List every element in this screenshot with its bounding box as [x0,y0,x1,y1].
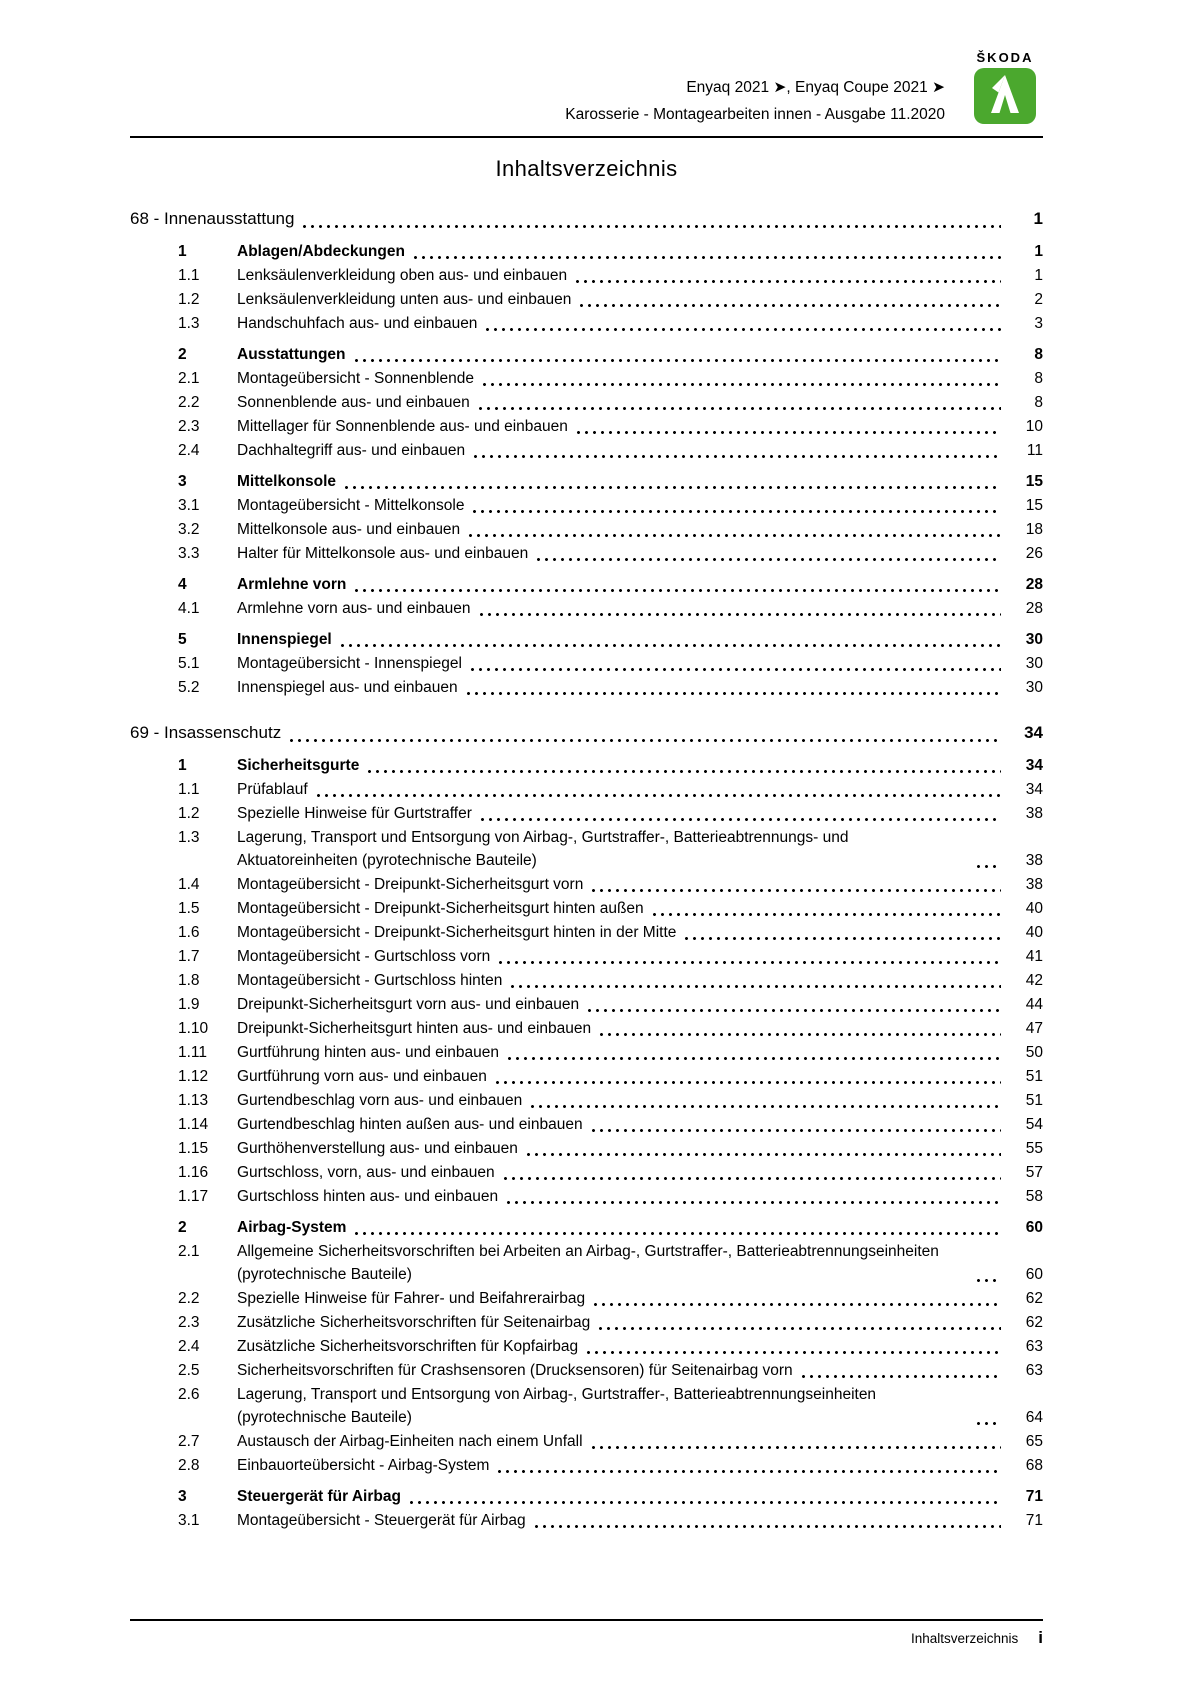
toc-row-section [130,1216,1043,1239]
dotted-leader [508,1057,1001,1060]
toc-entry-title: Spezielle Hinweise für Fahrer- und Beifahrerairbag [237,1290,586,1307]
toc-row-sub [130,439,1043,462]
toc-row-section [130,628,1043,651]
toc-entry-page-number: 15 [1025,473,1043,490]
toc-entry-title: Montageübersicht - Sonnenblende [237,370,474,387]
toc-row-chapter [130,206,1043,232]
toc-row-section [130,470,1043,493]
toc-entry-number: 2 [178,346,187,363]
toc-row-sub [130,1113,1043,1136]
toc-row-sub [130,897,1043,920]
dotted-leader [481,818,1001,821]
dotted-leader [414,256,1001,259]
toc-entry-page-number: 38 [1025,876,1043,893]
toc-entry-number: 1.5 [178,900,200,917]
dotted-leader [480,613,1001,616]
dotted-leader [587,1351,1001,1354]
dotted-leader [507,1201,1001,1204]
toc-entry-title: 68 - Innenausstattung [130,209,295,228]
dotted-leader [479,407,1001,410]
toc-entry-title: Allgemeine Sicherheitsvorschriften bei Arbeiten an Airbag-, Gurtstraffer-, Batterieabtrennungseinheiten (pyrotechnische Bauteile) [237,1243,939,1283]
toc-entry-number: 2.2 [178,1290,200,1307]
dotted-leader [496,1081,1001,1084]
toc-entry-page-number: 54 [1025,1116,1043,1133]
toc-row-section [130,240,1043,263]
toc-entry-title: Lagerung, Transport und Entsorgung von Airbag-, Gurtstraffer-, Batterieabtrennungseinheiten (pyrotechnische Bauteile) [237,1386,877,1426]
toc-row-sub [130,676,1043,699]
dotted-leader [504,1177,1001,1180]
toc-entry-number: 3.2 [178,521,200,538]
toc-entry-title: Prüfablauf [237,781,308,798]
toc-entry-title: Dreipunkt-Sicherheitsgurt vorn aus- und einbauen [237,996,580,1013]
toc-entry-title: Sicherheitsgurte [237,757,360,774]
toc-row-sub [130,1454,1043,1477]
toc-entry-number: 2.7 [178,1433,200,1450]
toc-row-sub [130,1041,1043,1064]
toc-entry-number: 4.1 [178,600,200,617]
dotted-leader [355,1232,1001,1235]
toc-entry-title: Dreipunkt-Sicherheitsgurt hinten aus- und einbauen [237,1020,592,1037]
brand-block [967,50,1043,125]
dotted-leader [345,486,1001,489]
toc-entry-title: Einbauorteübersicht - Airbag-System [237,1457,490,1474]
dotted-leader [537,558,1001,561]
toc-entry-title: Montageübersicht - Mittelkonsole [237,497,465,514]
toc-row-sub [130,826,1043,872]
toc-entry-number: 1.13 [178,1092,209,1109]
toc-row-sub [130,802,1043,825]
toc-entry-page-number: 58 [1025,1188,1043,1205]
dotted-leader [467,692,1001,695]
toc-entry-number: 3.1 [178,497,200,514]
dotted-leader [317,794,1001,797]
dotted-leader [685,937,1001,940]
toc-entry-number: 1 [178,757,187,774]
toc-entry-number: 2.3 [178,1314,200,1331]
toc-row-sub [130,391,1043,414]
toc-entry-number: 1.11 [178,1044,208,1061]
toc-entry-page-number: 44 [1025,996,1043,1013]
toc-entry-page-number: 28 [1025,600,1043,617]
toc-row-sub [130,415,1043,438]
skoda-logo-icon [967,67,1043,125]
toc-entry-page-number: 51 [1025,1068,1043,1085]
toc-entry-page-number: 30 [1025,679,1043,696]
toc-entry-page-number: 63 [1025,1338,1043,1355]
page-footer [130,1619,1043,1648]
dotted-leader [535,1525,1001,1528]
toc-entry-page-number: 71 [1025,1488,1043,1505]
toc-entry-number: 3.3 [178,545,200,562]
toc-row-sub [130,1240,1043,1286]
toc-entry-page-number: 64 [1025,1409,1043,1426]
toc-entry-title: Gurtendbeschlag hinten außen aus- und einbauen [237,1116,583,1133]
dotted-leader [355,589,1001,592]
dotted-leader [599,1327,1001,1330]
toc-row-sub [130,778,1043,801]
toc-row-sub [130,873,1043,896]
toc-entry-number: 3 [178,473,187,490]
dotted-leader [653,913,1001,916]
toc-row-section [130,754,1043,777]
toc-entry-page-number: 63 [1025,1362,1043,1379]
toc-entry-page-number: 38 [1025,805,1043,822]
dotted-leader [368,770,1001,773]
toc-row-sub [130,969,1043,992]
toc-row-chapter [130,720,1043,746]
toc-entry-title: Lagerung, Transport und Entsorgung von Airbag-, Gurtstraffer-, Batterieabtrennungs- und Aktuatoreinheiten (pyrotechnische Bauteile) [237,829,849,869]
toc-entry-number: 2.3 [178,418,200,435]
toc-row-sub [130,312,1043,335]
toc-entry-number: 1.12 [178,1068,209,1085]
toc-entry-page-number: 34 [1025,781,1043,798]
toc-row-sub [130,1161,1043,1184]
toc-row-sub [130,542,1043,565]
header-document-line: Karosserie - Montagearbeiten innen - Ausgabe 11.2020 [565,106,945,123]
toc-entry-page-number: 8 [1034,394,1043,411]
toc-entry-title: Sonnenblende aus- und einbauen [237,394,470,411]
toc-entry-page-number: 62 [1025,1290,1043,1307]
toc-row-sub [130,1430,1043,1453]
toc-entry-page-number: 50 [1025,1044,1043,1061]
toc-entry-title: Montageübersicht - Steuergerät für Airbag [237,1512,526,1529]
toc-row-sub [130,1185,1043,1208]
toc-entry-number: 1.1 [178,781,200,798]
toc-entry-page-number: 47 [1025,1020,1043,1037]
toc-entry-title: Montageübersicht - Dreipunkt-Sicherheitsgurt hinten in der Mitte [237,924,677,941]
toc-entry-title: Gurtendbeschlag vorn aus- und einbauen [237,1092,523,1109]
toc-entry-number: 2.6 [178,1386,200,1403]
toc-entry-page-number: 28 [1025,576,1043,593]
toc-row-sub [130,1335,1043,1358]
dotted-leader [355,359,1002,362]
page-title: Inhaltsverzeichnis [495,156,678,181]
toc-entry-page-number: 60 [1025,1219,1043,1236]
toc-row-sub [130,945,1043,968]
toc-row-sub [130,288,1043,311]
toc-entry-number: 1.7 [178,948,200,965]
toc-row-sub [130,1089,1043,1112]
toc-entry-page-number: 68 [1025,1457,1043,1474]
toc-entry-page-number: 1 [1034,267,1043,284]
toc-row-sub [130,1287,1043,1310]
toc-entry-page-number: 30 [1025,631,1043,648]
dotted-leader [592,889,1001,892]
dotted-leader [498,1470,1001,1473]
toc-entry-page-number: 34 [1024,723,1043,742]
toc-entry-page-number: 62 [1025,1314,1043,1331]
toc-row-sub [130,518,1043,541]
toc-entry-number: 1.8 [178,972,200,989]
dotted-leader [483,383,1001,386]
toc-entry-number: 1.6 [178,924,200,941]
dotted-leader [802,1375,1001,1378]
dotted-leader [592,1446,1001,1449]
dotted-leader [511,985,1001,988]
toc-entry-title: 69 - Insassenschutz [130,723,282,742]
dotted-leader [473,510,1001,513]
toc-entry-title: Zusätzliche Sicherheitsvorschriften für Kopfairbag [237,1338,579,1355]
toc-entry-title: Armlehne vorn [237,576,347,593]
dotted-leader [290,739,1001,742]
toc-entry-title: Gurtführung hinten aus- und einbauen [237,1044,499,1061]
toc-entry-page-number: 26 [1025,545,1043,562]
dotted-leader [580,304,1001,307]
toc-row-sub [130,1017,1043,1040]
dotted-leader [410,1501,1001,1504]
toc-entry-title: Lenksäulenverkleidung oben aus- und einbauen [237,267,568,284]
toc-entry-title: Airbag-System [237,1219,347,1236]
toc [130,206,1043,1532]
header-text [565,50,945,128]
toc-row-sub [130,1065,1043,1088]
toc-row-sub [130,367,1043,390]
dotted-leader [527,1153,1001,1156]
toc-entry-title: Mittellager für Sonnenblende aus- und einbauen [237,418,568,435]
toc-entry-title: Montageübersicht - Dreipunkt-Sicherheitsgurt hinten außen [237,900,644,917]
toc-entry-page-number: 41 [1025,948,1043,965]
toc-row-sub [130,921,1043,944]
dotted-leader [471,668,1001,671]
toc-entry-title: Handschuhfach aus- und einbauen [237,315,478,332]
toc-entry-page-number: 3 [1034,315,1043,332]
toc-row-sub [130,597,1043,620]
dotted-leader [531,1105,1001,1108]
toc-entry-page-number: 30 [1025,655,1043,672]
toc-row-sub [130,1383,1043,1429]
toc-entry-number: 1.14 [178,1116,209,1133]
toc-entry-number: 1 [178,243,187,260]
dotted-leader [592,1129,1001,1132]
page-header [130,0,1043,138]
toc-entry-title: Mittelkonsole [237,473,337,490]
toc-entry-title: Montageübersicht - Gurtschloss hinten [237,972,503,989]
toc-entry-title: Sicherheitsvorschriften für Crashsensoren (Drucksensoren) für Seitenairbag vorn [237,1362,793,1379]
footer-page-number: i [1038,1628,1043,1647]
toc-entry-number: 1.10 [178,1020,209,1037]
toc-entry-page-number: 18 [1025,521,1043,538]
toc-entry-number: 1.2 [178,291,200,308]
toc-entry-page-number: 57 [1025,1164,1043,1181]
toc-entry-number: 3.1 [178,1512,200,1529]
header-model-line: Enyaq 2021 ➤, Enyaq Coupe 2021 ➤ [686,79,945,96]
toc-entry-number: 4 [178,576,187,593]
dotted-leader [341,644,1001,647]
toc-row-section [130,573,1043,596]
toc-entry-title: Montageübersicht - Innenspiegel [237,655,462,672]
toc-entry-page-number: 55 [1025,1140,1043,1157]
toc-entry-number: 2.4 [178,442,200,459]
toc-entry-page-number: 40 [1025,900,1043,917]
dotted-leader [577,431,1001,434]
toc-entry-title: Montageübersicht - Gurtschloss vorn [237,948,491,965]
toc-entry-page-number: 60 [1025,1266,1043,1283]
toc-entry-page-number: 38 [1025,852,1043,869]
toc-entry-title: Austausch der Airbag-Einheiten nach einem Unfall [237,1433,583,1450]
toc-entry-number: 2.4 [178,1338,200,1355]
footer-label: Inhaltsverzeichnis [910,1631,1019,1646]
toc-row-sub [130,993,1043,1016]
toc-entry-title: Gurtschloss, vorn, aus- und einbauen [237,1164,495,1181]
toc-entry-number: 2.1 [178,1243,200,1260]
toc-entry-page-number: 34 [1025,757,1043,774]
toc-entry-title: Halter für Mittelkonsole aus- und einbauen [237,545,529,562]
toc-entry-page-number: 8 [1034,346,1043,363]
toc-row-sub [130,652,1043,675]
toc-row-sub [130,1509,1043,1532]
toc-entry-page-number: 40 [1025,924,1043,941]
dotted-leader [977,1422,1001,1425]
toc-entry-number: 5.1 [178,655,200,672]
toc-entry-number: 1.4 [178,876,200,893]
toc-entry-number: 1.16 [178,1164,209,1181]
toc-entry-page-number: 1 [1033,209,1043,228]
toc-row-sub [130,1137,1043,1160]
toc-entry-title: Lenksäulenverkleidung unten aus- und einbauen [237,291,572,308]
toc-entry-number: 2.2 [178,394,200,411]
dotted-leader [303,225,1001,228]
toc-row-sub [130,494,1043,517]
toc-entry-title: Ablagen/Abdeckungen [237,243,405,260]
toc-entry-number: 2.8 [178,1457,200,1474]
toc-entry-number: 2.1 [178,370,200,387]
toc-entry-page-number: 2 [1034,291,1043,308]
toc-entry-number: 5.2 [178,679,200,696]
toc-entry-title: Mittelkonsole aus- und einbauen [237,521,461,538]
toc-row-sub [130,1311,1043,1334]
dotted-leader [594,1303,1001,1306]
dotted-leader [499,961,1001,964]
dotted-leader [977,1279,1001,1282]
toc-entry-page-number: 65 [1025,1433,1043,1450]
toc-entry-title: Innenspiegel [237,631,332,648]
dotted-leader [474,455,1001,458]
toc-entry-title: Dachhaltegriff aus- und einbauen [237,442,466,459]
toc-entry-page-number: 8 [1034,370,1043,387]
toc-entry-number: 3 [178,1488,187,1505]
toc-entry-number: 2.5 [178,1362,200,1379]
toc-entry-page-number: 10 [1025,418,1043,435]
dotted-leader [600,1033,1001,1036]
dotted-leader [576,280,1001,283]
toc-row-sub [130,264,1043,287]
toc-entry-number: 1.9 [178,996,200,1013]
toc-entry-title: Steuergerät für Airbag [237,1488,401,1505]
toc-entry-title: Gurtschloss hinten aus- und einbauen [237,1188,499,1205]
dotted-leader [977,865,1001,868]
brand-wordmark: ŠKODA [976,50,1034,65]
dotted-leader [486,328,1001,331]
toc-entry-number: 1.3 [178,829,200,846]
toc-entry-page-number: 11 [1026,442,1043,459]
dotted-leader [469,534,1001,537]
toc-entry-number: 5 [178,631,187,648]
toc-entry-title: Zusätzliche Sicherheitsvorschriften für Seitenairbag [237,1314,591,1331]
toc-entry-title: Armlehne vorn aus- und einbauen [237,600,471,617]
page-content [130,0,1043,1533]
toc-entry-page-number: 71 [1025,1512,1043,1529]
toc-entry-page-number: 42 [1025,972,1043,989]
toc-entry-title: Gurthöhenverstellung aus- und einbauen [237,1140,518,1157]
toc-entry-title: Spezielle Hinweise für Gurtstraffer [237,805,472,822]
toc-row-section [130,343,1043,366]
toc-entry-title: Montageübersicht - Dreipunkt-Sicherheitsgurt vorn [237,876,584,893]
toc-entry-page-number: 1 [1034,243,1043,260]
toc-entry-number: 1.17 [178,1188,209,1205]
dotted-leader [588,1009,1001,1012]
toc-entry-page-number: 15 [1025,497,1043,514]
toc-entry-page-number: 51 [1025,1092,1043,1109]
toc-row-section [130,1485,1043,1508]
toc-entry-number: 2 [178,1219,187,1236]
toc-entry-title: Innenspiegel aus- und einbauen [237,679,458,696]
toc-entry-number: 1.3 [178,315,200,332]
toc-entry-number: 1.1 [178,267,200,284]
toc-entry-title: Ausstattungen [237,346,346,363]
toc-entry-number: 1.15 [178,1140,209,1157]
toc-entry-title: Gurtführung vorn aus- und einbauen [237,1068,487,1085]
toc-entry-number: 1.2 [178,805,200,822]
toc-row-sub [130,1359,1043,1382]
